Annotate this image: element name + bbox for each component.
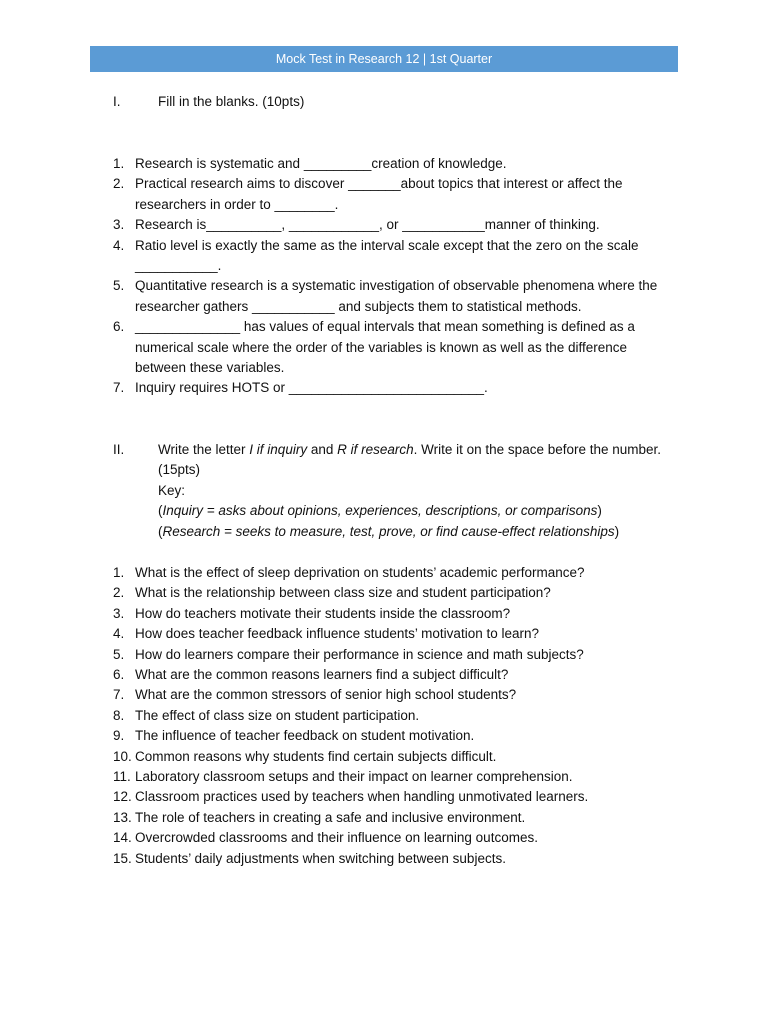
part2-heading [113,440,673,542]
list-item [113,174,678,215]
header-title: Mock Test in Research 12 | 1st Quarter [275,52,493,66]
item-number: 6. [113,667,125,683]
key-research-open: ( [158,523,163,539]
key-label: Key: [158,482,186,498]
item-text: Laboratory classroom setups and their impact on learner comprehension. [135,769,573,785]
list-item [113,154,678,174]
item-text: Students’ daily adjustments when switching between subjects. [135,850,506,866]
item-text: Quantitative research is a systematic investigation of observable phenomena where the researcher gathers ___________ and subjects them to statistical methods. [135,278,658,314]
part2-instruction-a: Write the letter [158,442,250,457]
item-text: ______________ has values of equal intervals that mean something is defined as a numerical scale where the order of the variables is known as well as the difference between these variables. [135,319,635,376]
item-text: Classroom practices used by teachers when handling unmotivated learners. [135,789,589,805]
item-text: The influence of teacher feedback on student motivation. [135,728,475,744]
item-number: 5. [113,646,125,662]
part1-numeral: I. [113,94,121,109]
list-item [113,604,678,624]
item-number: 3. [113,217,125,233]
list-item [113,665,678,685]
part2-instruction-d: R if research [337,442,414,457]
part2-instruction-b: I if inquiry [249,442,308,457]
part1-list [113,154,678,399]
list-item [113,849,678,869]
part1-instruction: Fill in the blanks. (10pts) [158,94,305,109]
part2-numeral: II. [113,442,125,457]
key-inquiry: Inquiry = asks about opinions, experiences, descriptions, or comparisons [162,503,598,519]
item-text: Inquiry requires HOTS or __________________________. [135,380,488,396]
item-number: 13. [113,809,132,825]
item-number: 8. [113,707,125,723]
list-item [113,236,678,277]
list-item [113,685,678,705]
item-number: 2. [113,585,125,601]
item-text: Ratio level is exactly the same as the interval scale except that the zero on the scale ___________. [135,237,639,274]
list-item [113,787,678,807]
list-item [113,645,678,665]
list-item [113,828,678,848]
key-research-close: ) [614,523,620,539]
item-text: How do teachers motivate their students inside the classroom? [135,605,511,621]
item-number: 3. [113,605,125,621]
item-text: Overcrowded classrooms and their influence on learning outcomes. [135,830,538,846]
item-text: What is the effect of sleep deprivation on students’ academic performance? [135,565,585,580]
item-text: What is the relationship between class size and student participation? [135,585,551,601]
item-number: 12. [113,789,132,805]
item-number: 15. [113,850,132,866]
header-banner [90,46,678,72]
key-inquiry-open: ( [158,503,163,519]
item-text: How does teacher feedback influence students’ motivation to learn? [135,626,539,642]
item-number: 9. [113,728,125,744]
item-number: 7. [113,687,125,703]
item-text: How do learners compare their performance in science and math subjects? [135,646,584,662]
list-item [113,378,678,398]
item-text: Research is systematic and _________creation of knowledge. [135,156,507,171]
item-number: 7. [113,380,125,396]
key-research: Research = seeks to measure, test, prove, or find cause-effect relationships [162,523,615,539]
item-text: The effect of class size on student participation. [135,707,420,723]
item-number: 2. [113,176,125,192]
item-number: 4. [113,237,125,253]
item-number: 4. [113,626,125,642]
list-item [113,726,678,746]
item-number: 11. [113,769,131,785]
list-item [113,624,678,644]
part2-instruction-e: . Write it on the space before the number. (15pts) [158,442,662,478]
list-item [113,215,678,235]
part1-heading [113,92,673,112]
item-number: 1. [113,565,125,580]
item-number: 6. [113,319,125,335]
key-research-line [158,522,673,542]
list-item [113,808,678,828]
list-item [113,317,678,378]
part2-list [113,563,678,869]
item-text: Common reasons why students find certain subjects difficult. [135,748,497,764]
item-text: Practical research aims to discover _______about topics that interest or affect the researchers in order to ________. [135,176,623,212]
list-item [113,747,678,767]
item-number: 1. [113,156,125,171]
key-inquiry-close: ) [597,503,602,519]
item-number: 14. [113,830,132,846]
part2-instruction [158,440,673,542]
item-number: 10. [113,748,132,764]
key-inquiry-line [158,501,673,521]
part2-instruction-c: and [307,442,338,457]
list-item [113,563,678,583]
item-text: Research is__________, ____________, or ___________manner of thinking. [135,217,600,233]
list-item [113,767,678,787]
item-text: What are the common stressors of senior high school students? [135,687,517,703]
item-text: The role of teachers in creating a safe and inclusive environment. [135,809,526,825]
list-item [113,583,678,603]
item-number: 5. [113,278,125,294]
list-item [113,706,678,726]
list-item [113,276,678,317]
item-text: What are the common reasons learners find a subject difficult? [135,667,509,683]
